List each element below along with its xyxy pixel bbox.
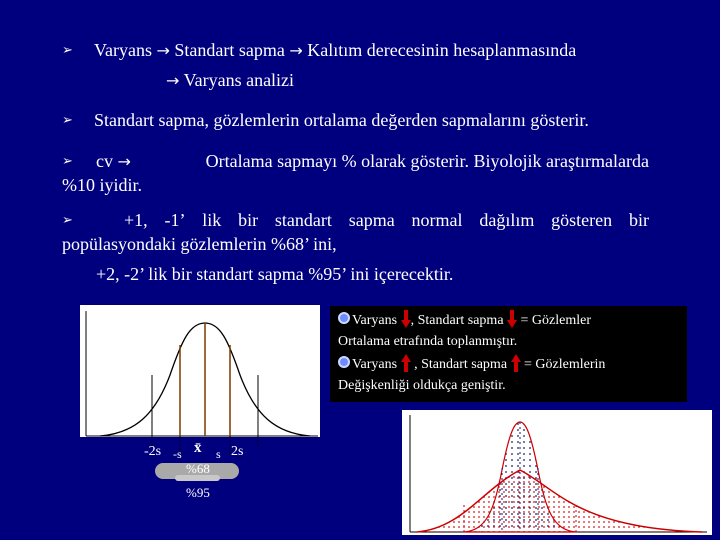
label-95-percent: %95 — [186, 485, 210, 500]
bullet-4-word: standart — [274, 210, 332, 230]
right-arrow-icon: → — [166, 71, 180, 90]
bullet-4-word: bir — [628, 210, 649, 230]
comparison-curve-diagram — [402, 410, 712, 535]
down-arrow-icon — [507, 310, 517, 328]
bullet-2-line: Standart sapma, gözlemlerin ortalama değerden sapmalarını gösterir. — [94, 110, 589, 130]
wide-curve — [417, 470, 702, 532]
bullet-3-cv: cv — [96, 151, 113, 171]
note-line-2: Ortalama etrafında toplanmıştır. — [338, 334, 518, 349]
bullet-arrow-icon: ➢ — [62, 43, 73, 58]
bullet-4-line-1 — [124, 210, 649, 230]
bullet-4-word: normal — [411, 210, 463, 230]
note-line-4: Değişkenliği oldukça geniştir. — [338, 378, 506, 393]
bullet-1-varyans-analizi: Varyans analizi — [183, 70, 295, 90]
bullet-4-word: -1’ — [164, 210, 186, 230]
note-standart-sapma-2: , Standart sapma — [414, 357, 508, 372]
note-line-3 — [338, 354, 605, 375]
note-varyans-2: Varyans — [352, 357, 398, 372]
bullet-arrow-icon: ➢ — [62, 154, 73, 169]
bullet-dot-icon — [338, 356, 350, 368]
right-arrow-icon: → — [289, 41, 303, 60]
right-arrow-icon: → — [156, 41, 170, 60]
bullet-3-line-1 — [96, 151, 649, 172]
up-arrow-icon — [401, 354, 411, 372]
bullet-4-line-2: popülasyondaki gözlemlerin %68’ ini, — [62, 234, 337, 254]
note-standart-sapma-1: , Standart sapma — [410, 313, 504, 328]
bullet-4-line-3: +2, -2’ lik bir standart sapma %95’ ini içerecektir. — [96, 264, 454, 284]
note-gozlemlerin: = Gözlemlerin — [524, 357, 606, 372]
label-minus-2s: -2s — [144, 444, 162, 459]
bullet-3-line-2: %10 iyidir. — [62, 175, 142, 195]
bullet-arrow-icon: ➢ — [62, 113, 73, 128]
note-gozlemler: = Gözlemler — [520, 313, 592, 328]
bullet-4-word: sapma — [348, 210, 395, 230]
bullet-4-word: dağılım — [479, 210, 535, 230]
label-minus-1s: -s — [173, 447, 182, 461]
bullet-1-standart-sapma: Standart sapma — [174, 40, 285, 60]
bullet-4-word: lik — [202, 210, 222, 230]
bullet-1-kalitim: Kalıtım derecesinin hesaplanmasında — [307, 40, 577, 60]
note-line-1 — [338, 310, 591, 331]
bullet-1-line-2 — [166, 70, 294, 91]
bullet-arrow-icon: ➢ — [62, 213, 73, 228]
label-plus-2s: 2s — [231, 444, 244, 459]
bullet-4-word: gösteren — [551, 210, 613, 230]
bullet-dot-icon — [338, 312, 350, 324]
down-arrow-icon — [401, 310, 411, 328]
note-varyans-1: Varyans — [352, 313, 398, 328]
label-68-percent: %68 — [186, 461, 210, 476]
bullet-3-ortalama-sapma: Ortalama sapmayı % olarak gösterir. Biyolojik araştırmalarda — [205, 151, 649, 171]
bullet-1-line-1 — [94, 40, 576, 61]
label-plus-1s: s — [216, 447, 221, 461]
bullet-4-word: +1, — [124, 210, 148, 230]
variance-note-box — [330, 306, 687, 402]
up-arrow-icon — [511, 354, 521, 372]
label-mean: x̄ — [194, 440, 202, 456]
bullet-1-varyans: Varyans — [94, 40, 152, 60]
right-arrow-icon: → — [117, 152, 131, 171]
bullet-4-word: bir — [238, 210, 259, 230]
